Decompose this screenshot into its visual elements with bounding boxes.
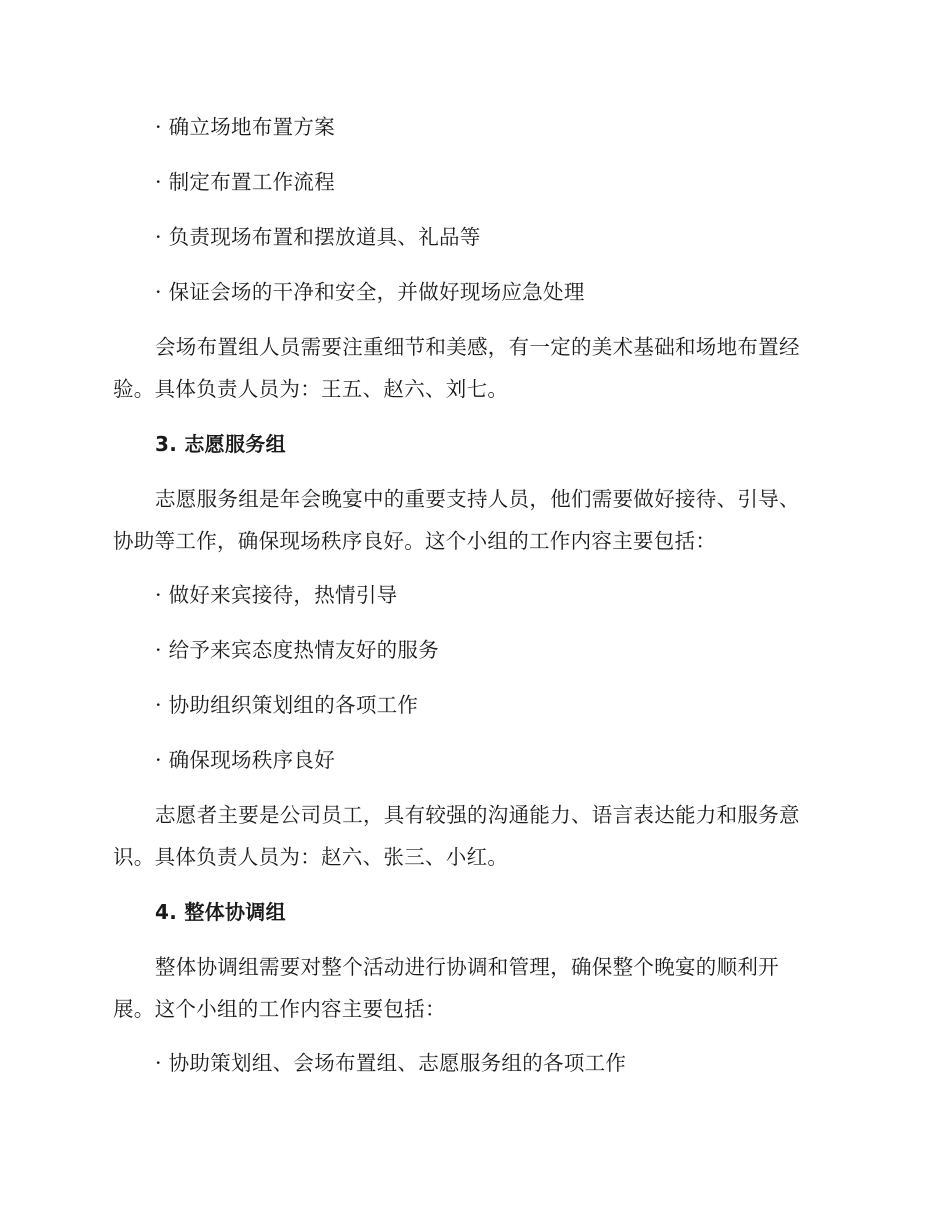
bullet-item: · 制定布置工作流程 [155, 170, 336, 194]
paragraph-line: 整体协调组需要对整个活动进行协调和管理，确保整个晚宴的顺利开 [155, 955, 779, 979]
bullet-item: · 协助策划组、会场布置组、志愿服务组的各项工作 [155, 1051, 627, 1075]
bullet-item: · 给予来宾态度热情友好的服务 [155, 638, 440, 662]
paragraph-line: 会场布置组人员需要注重细节和美感，有一定的美术基础和场地布置经 [155, 335, 800, 359]
paragraph-line: 协助等工作，确保现场秩序良好。这个小组的工作内容主要包括： [113, 529, 717, 553]
paragraph-line: 展。这个小组的工作内容主要包括： [113, 997, 446, 1021]
bullet-item: · 负责现场布置和摆放道具、礼品等 [155, 225, 481, 249]
bullet-item: · 保证会场的干净和安全，并做好现场应急处理 [155, 280, 585, 304]
section-heading: 3. 志愿服务组 [155, 432, 286, 456]
bullet-item: · 做好来宾接待，热情引导 [155, 583, 398, 607]
paragraph-line: 志愿服务组是年会晚宴中的重要支持人员，他们需要做好接待、引导、 [155, 487, 800, 511]
paragraph-line: 验。具体负责人员为：王五、赵六、刘七。 [113, 377, 509, 401]
bullet-item: · 确立场地布置方案 [155, 115, 336, 139]
section-heading: 4. 整体协调组 [155, 900, 286, 924]
bullet-item: · 确保现场秩序良好 [155, 748, 336, 772]
bullet-item: · 协助组织策划组的各项工作 [155, 693, 419, 717]
paragraph-line: 志愿者主要是公司员工，具有较强的沟通能力、语言表达能力和服务意 [155, 803, 800, 827]
paragraph-line: 识。具体负责人员为：赵六、张三、小红。 [113, 845, 509, 869]
